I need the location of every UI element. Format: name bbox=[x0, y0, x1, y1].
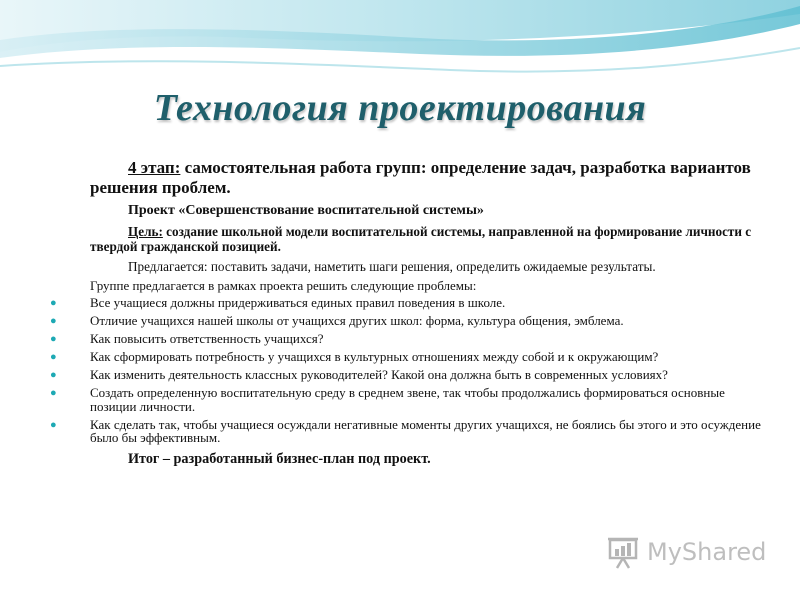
goal-body: создание школьной модели воспитательной системы, направленной на формирование личности с твердой гражданской позицией. bbox=[90, 224, 752, 254]
bullet-icon: ● bbox=[50, 369, 57, 381]
header-waves-decoration bbox=[0, 0, 800, 90]
list-item-text: Как сделать так, чтобы учащиеся осуждали негативные моменты других учащихся, не боялись бы этого и это осуждение было бы эффективным. bbox=[90, 416, 761, 445]
list-item bbox=[50, 331, 770, 346]
bullet-icon: ● bbox=[50, 315, 57, 327]
list-item bbox=[50, 349, 770, 364]
project-title: Проект «Совершенствование воспитательной системы» bbox=[128, 203, 484, 218]
stage-label: 4 этап: bbox=[128, 158, 181, 177]
proposal-text: Предлагается: поставить задачи, наметить шаги решения, определить ожидаемые результаты. bbox=[128, 259, 656, 274]
list-item bbox=[50, 416, 770, 445]
bullet-icon: ● bbox=[50, 418, 57, 431]
bullet-icon: ● bbox=[50, 333, 57, 345]
problem-list bbox=[50, 295, 770, 445]
list-item-text: Создать определенную воспитательную среду в среднем звене, так чтобы продолжались формироваться основные позиции личности. bbox=[90, 385, 725, 414]
bullet-icon: ● bbox=[50, 297, 57, 309]
list-item-text: Как изменить деятельность классных руководителей? Какой она должна быть в современных условиях? bbox=[90, 367, 668, 382]
myshared-watermark[interactable] bbox=[607, 536, 767, 572]
stage-text: самостоятельная работа групп: определение задач, разработка вариантов решения проблем. bbox=[90, 158, 751, 197]
group-intro: Группе предлагается в рамках проекта решить следующие проблемы: bbox=[90, 278, 477, 293]
slide-content bbox=[50, 158, 770, 468]
list-item-text: Как повысить ответственность учащихся? bbox=[90, 331, 324, 346]
slide-title: Технология проектирования bbox=[153, 87, 647, 129]
list-item bbox=[50, 385, 770, 414]
list-item-text: Как сформировать потребность у учащихся в культурных отношениях между собой и к окружающим? bbox=[90, 349, 659, 364]
bullet-icon: ● bbox=[50, 351, 57, 363]
list-item bbox=[50, 313, 770, 328]
list-item-text: Все учащиеся должны придерживаться единых правил поведения в школе. bbox=[90, 295, 506, 310]
list-item bbox=[50, 295, 770, 310]
stage-heading bbox=[90, 158, 770, 198]
goal-label: Цель: bbox=[128, 224, 163, 239]
bullet-icon: ● bbox=[50, 387, 57, 399]
result-text: Итог – разработанный бизнес-план под проект. bbox=[128, 450, 431, 467]
presentation-chart-icon bbox=[607, 536, 641, 570]
watermark-text: MyShared bbox=[647, 538, 767, 566]
goal-text bbox=[90, 224, 770, 254]
list-item-text: Отличие учащихся нашей школы от учащихся других школ: форма, культура общения, эмблема. bbox=[90, 313, 624, 328]
list-item bbox=[50, 367, 770, 382]
